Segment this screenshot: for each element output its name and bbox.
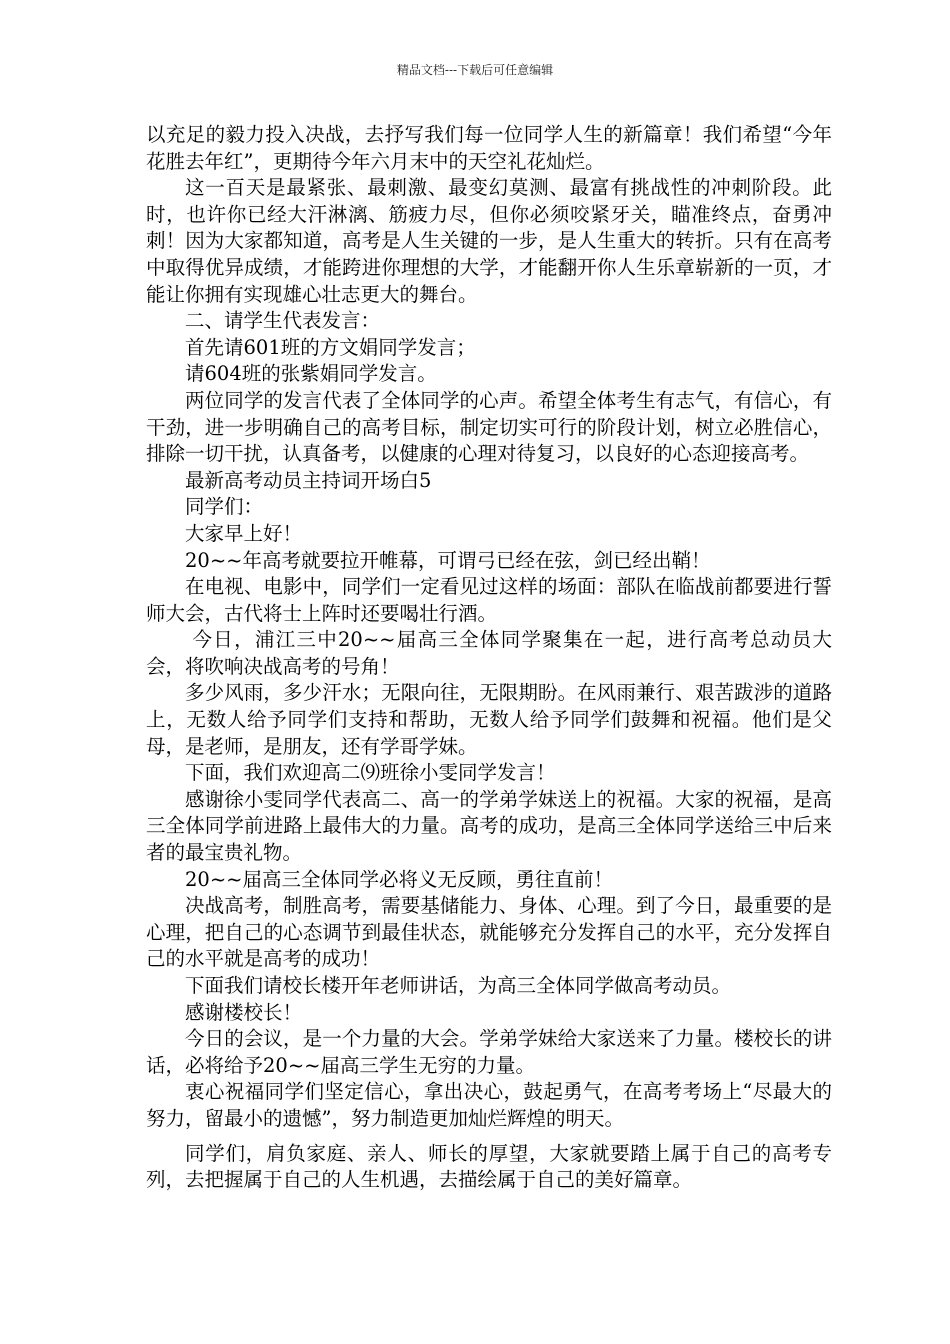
- paragraph: 下面我们请校长楼开年老师讲话，为高三全体同学做高考动员。: [185, 974, 732, 997]
- greeting: 同学们：: [185, 495, 264, 519]
- paragraph: 今日的会议，是一个力量的大会。学弟学妹给大家送来了力量。楼校长的讲话，必将给予20~~届高三学生无穷的力量。: [146, 1027, 832, 1077]
- paragraph: 以充足的毅力投入决战，去抒写我们每一位同学人生的新篇章！我们希望“今年花胜去年红”，更期待今年六月末中的天空礼花灿烂。: [146, 123, 832, 173]
- paragraph: 20~~年高考就要拉开帷幕，可谓弓已经在弦，剑已经出鞘！: [185, 548, 711, 572]
- section-heading: 二、请学生代表发言：: [185, 309, 381, 333]
- paragraph: 首先请601班的方文娟同学发言；: [185, 335, 476, 359]
- paragraph: 多少风雨，多少汗水；无限向往，无限期盼。在风雨兼行、艰苦跋涉的道路上，无数人给予同学们支持和帮助，无数人给予同学们鼓舞和祝福。他们是父母，是老师，是朋友，还有学哥学妹。: [146, 681, 832, 758]
- document-body: [146, 122, 832, 1194]
- paragraph: 这一百天是最紧张、最刺激、最变幻莫测、最富有挑战性的冲刺阶段。此时，也许你已经大汗淋漓、筋疲力尽，但你必须咬紧牙关，瞄准终点，奋勇冲刺！因为大家都知道，高考是人生关键的一步，是人生重大的转折。只有在高考中取得优异成绩，才能跨进你理想的大学，才能翻开你人生乐章崭新的一页，才能让你拥有实现雄心壮志更大的舞台。: [146, 176, 832, 306]
- paragraph: 同学们，肩负家庭、亲人、师长的厚望，大家就要踏上属于自己的高考专列，去把握属于自己的人生机遇，去描绘属于自己的美好篇章。: [146, 1141, 832, 1192]
- page-header: 精品文档---下载后可任意编辑: [396, 63, 554, 77]
- paragraph: 在电视、电影中，同学们一定看见过这样的场面：部队在临战前都要进行誓师大会，古代将士上阵时还要喝壮行酒。: [146, 575, 832, 625]
- paragraph: 下面，我们欢迎高二⑼班徐小雯同学发言！: [185, 761, 556, 785]
- section-title: 最新高考动员主持词开场白5: [185, 468, 432, 492]
- paragraph: 感谢徐小雯同学代表高二、高一的学弟学妹送上的祝福。大家的祝福，是高三全体同学前进路上最伟大的力量。高考的成功，是高三全体同学送给三中后来者的最宝贵礼物。: [146, 787, 832, 865]
- paragraph: 衷心祝福同学们坚定信心，拿出决心，鼓起勇气，在高考考场上“尽最大的努力，留最小的遗憾”，努力制造更加灿烂辉煌的明天。: [146, 1080, 832, 1130]
- paragraph: 20~~届高三全体同学必将义无反顾，勇往直前！: [185, 867, 613, 891]
- greeting: 大家早上好！: [185, 521, 303, 545]
- paragraph: 两位同学的发言代表了全体同学的心声。希望全体考生有志气，有信心，有干劲，进一步明确自己的高考目标，制定切实可行的阶段计划，树立必胜信心，排除一切干扰，认真备考，以健康的心理对待复习，以良好的心态迎接高考。: [146, 388, 832, 466]
- paragraph: 今日，浦江三中20~~届高三全体同学聚集在一起，进行高考总动员大会，将吹响决战高考的号角！: [146, 628, 833, 678]
- paragraph: 感谢楼校长！: [185, 1000, 303, 1024]
- paragraph: 决战高考，制胜高考，需要基储能力、身体、心理。到了今日，最重要的是心理，把自己的心态调节到最佳状态，就能够充分发挥自己的水平，充分发挥自己的水平就是高考的成功！: [146, 894, 832, 971]
- paragraph: 请604班的张紫娟同学发言。: [185, 362, 437, 386]
